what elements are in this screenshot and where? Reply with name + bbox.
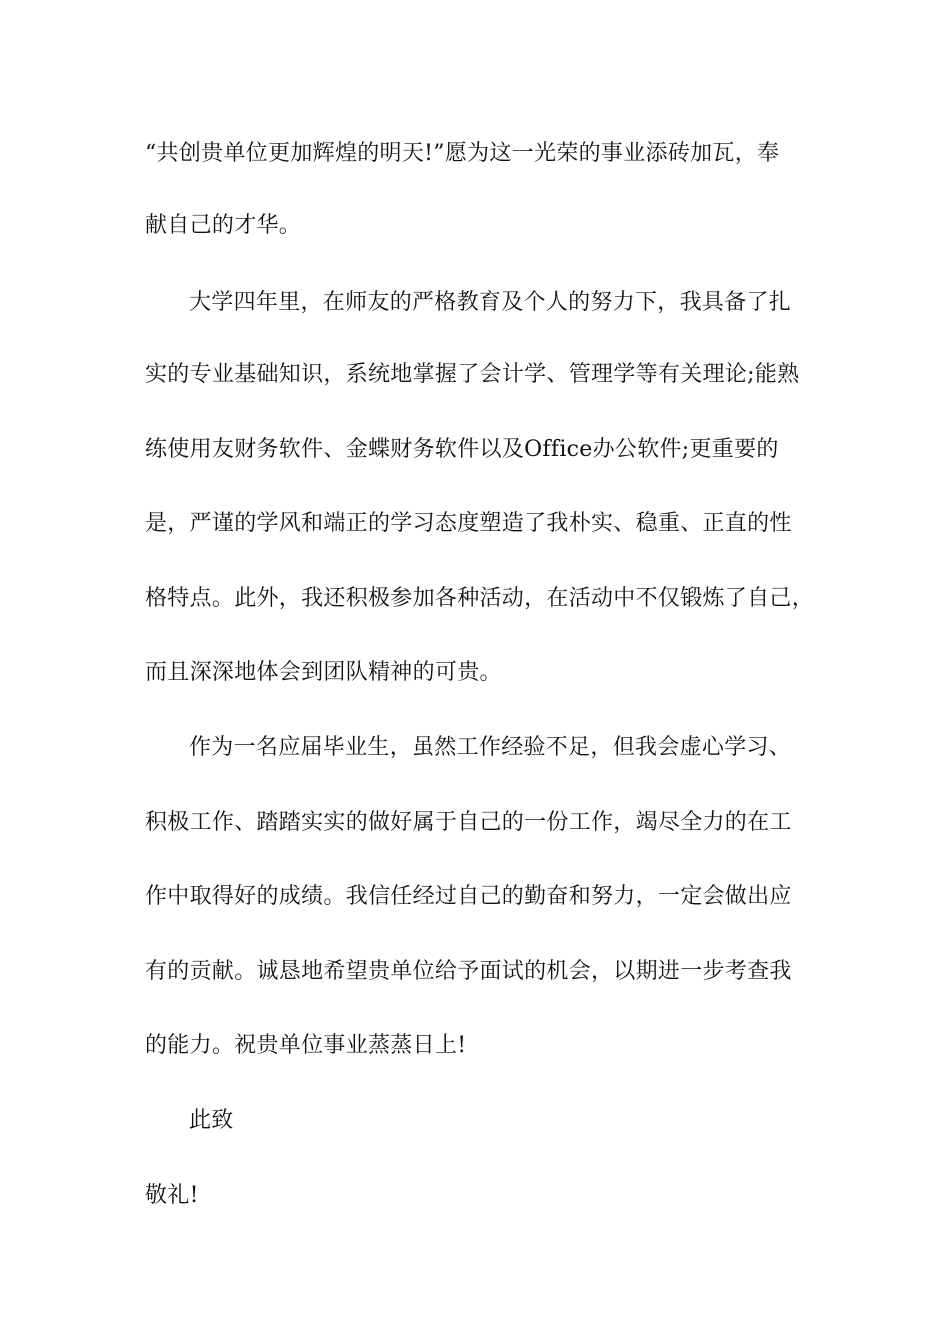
text-line: “共创贵单位更加辉煌的明天!”愿为这一光荣的事业添砖加瓦，奉 <box>145 141 780 166</box>
text-line: 作中取得好的成绩。我信任经过自己的勤奋和努力，一定会做出应 <box>145 884 792 909</box>
paragraph-start-line: 大学四年里，在师友的严格教育及个人的努力下，我具备了扎 <box>189 290 792 315</box>
text-line: 的能力。祝贵单位事业蒸蒸日上! <box>145 1033 467 1058</box>
text-line: 实的专业基础知识，系统地掌握了会计学、管理学等有关理论;能熟 <box>145 362 800 387</box>
closing-regards: 敬礼! <box>145 1183 199 1208</box>
closing-salutation: 此致 <box>189 1108 234 1133</box>
text-line: 积极工作、踏踏实实的做好属于自己的一份工作，竭尽全力的在工 <box>145 810 792 835</box>
text-line: 而且深深地体会到团队精神的可贵。 <box>145 660 502 685</box>
text-line: 有的贡献。诚恳地希望贵单位给予面试的机会，以期进一步考查我 <box>145 959 792 984</box>
paragraph-start-line: 作为一名应届毕业生，虽然工作经验不足，但我会虚心学习、 <box>189 735 792 760</box>
text-line: 练使用友财务软件、金蝶财务软件以及Office办公软件;更重要的 <box>145 437 779 462</box>
text-line: 献自己的才华。 <box>145 213 302 238</box>
text-line: 格特点。此外，我还积极参加各种活动，在活动中不仅锻炼了自己， <box>145 586 815 611</box>
text-line: 是，严谨的学风和端正的学习态度塑造了我朴实、稳重、正直的性 <box>145 511 792 536</box>
